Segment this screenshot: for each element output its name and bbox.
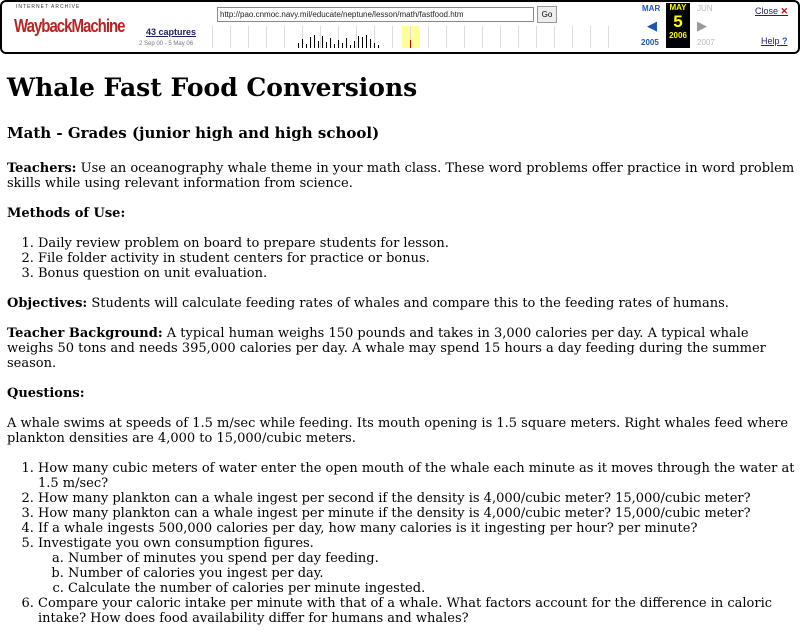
capture-bar xyxy=(354,41,355,48)
help-label[interactable]: Help xyxy=(761,36,780,46)
list-item: 2. How many plankton can a whale ingest per second if the density is 4,000/cubic meter? 15,000/cubic meter? xyxy=(38,491,795,506)
year-gridline xyxy=(482,26,483,48)
capture-bar xyxy=(378,45,379,48)
capture-range: 2 Sep 00 - 5 May 06 xyxy=(139,41,194,47)
capture-bar xyxy=(342,43,343,48)
objectives-paragraph xyxy=(7,296,795,311)
captures-link[interactable]: 43 captures xyxy=(146,27,197,37)
wayback-toolbar xyxy=(0,0,800,54)
list-item: 3. Bonus question on unit evaluation. xyxy=(38,266,795,281)
background-paragraph xyxy=(7,326,795,371)
questions-heading xyxy=(7,386,795,401)
year-gridline xyxy=(392,26,393,48)
year-gridline xyxy=(554,26,555,48)
url-input[interactable]: http://pao.cnmoc.navy.mil/educate/neptune/lesson/math/fastfood.htm xyxy=(217,7,534,22)
year-gridline xyxy=(590,26,591,48)
objectives-label: Objectives: xyxy=(7,296,88,311)
year-gridline xyxy=(518,26,519,48)
list-item xyxy=(38,536,795,596)
list-item: 6. Compare your caloric intake per minute with that of a whale. What factors account for the difference in caloric intake? How does food availability differ for humans and whales? xyxy=(38,596,795,626)
page-content xyxy=(7,72,795,641)
teachers-text: Use an oceanography whale theme in your math class. These word problems offer practice in word problem skills while using relevant information from science. xyxy=(7,161,795,191)
teachers-paragraph xyxy=(7,161,795,191)
year-gridline xyxy=(608,26,609,48)
list-item: 3. How many plankton can a whale ingest per minute if the density is 4,000/cubic meter? 15,000/cubic meter? xyxy=(38,506,795,521)
questions-intro: A whale swims at speeds of 1.5 m/sec while feeding. Its mouth opening is 1.5 square meters. Right whales feed where plankton densities are 4,000 to 15,000/cubic meters. xyxy=(7,416,789,446)
year-gridline xyxy=(320,26,321,48)
year-gridline xyxy=(356,26,357,48)
capture-bar xyxy=(338,40,339,48)
capture-bar xyxy=(362,37,363,48)
year-gridline xyxy=(428,26,429,48)
capture-bar xyxy=(314,35,315,48)
methods-label: Methods of Use: xyxy=(7,206,126,221)
year-gridline xyxy=(284,26,285,48)
capture-bar xyxy=(302,39,303,48)
next-arrow-icon: ▶ xyxy=(697,18,707,33)
year-gridline xyxy=(248,26,249,48)
capture-bar xyxy=(370,39,371,48)
wayback-logo[interactable]: WaybackMachine xyxy=(14,15,125,37)
current-capture-bar xyxy=(410,40,411,48)
methods-heading xyxy=(7,206,795,221)
methods-list xyxy=(7,236,795,281)
questions-list xyxy=(7,461,795,626)
current-year: 2006 xyxy=(669,31,687,40)
current-day: 5 xyxy=(673,12,683,31)
list-item: 2. File folder activity in student centers for practice or bonus. xyxy=(38,251,795,266)
close-icon[interactable]: ✕ xyxy=(780,6,789,16)
prev-arrow-icon[interactable]: ◀ xyxy=(647,18,657,33)
go-button[interactable]: Go xyxy=(537,6,557,23)
capture-bar xyxy=(374,43,375,48)
help-icon[interactable]: ? xyxy=(782,36,788,46)
list-item: 1. Daily review problem on board to prepare students for lesson. xyxy=(38,236,795,251)
logo-caption: INTERNET ARCHIVE xyxy=(16,4,81,10)
year-gridline xyxy=(230,26,231,48)
prev-year-link[interactable]: 2005 xyxy=(641,38,659,47)
capture-sparkline[interactable] xyxy=(212,26,622,48)
capture-bar xyxy=(330,38,331,48)
background-label: Teacher Background: xyxy=(7,326,163,341)
next-month-label: JUN xyxy=(697,4,713,13)
capture-bar xyxy=(358,36,359,48)
current-date xyxy=(666,3,690,48)
capture-bar xyxy=(310,37,311,48)
close-link[interactable] xyxy=(755,6,788,17)
help-link[interactable] xyxy=(761,36,788,47)
list-item: b. Number of calories you ingest per day. xyxy=(68,566,795,581)
teachers-label: Teachers: xyxy=(7,161,77,176)
year-gridline xyxy=(212,26,213,48)
capture-bar xyxy=(318,41,319,48)
capture-bar xyxy=(306,44,307,48)
page-subtitle: Math - Grades (junior high and high school) xyxy=(7,124,380,142)
capture-bar xyxy=(334,44,335,48)
objectives-text: Students will calculate feeding rates of whales and compare this to the feeding rates of humans. xyxy=(87,296,729,311)
list-item: 1. How many cubic meters of water enter the open mouth of the whale each minute as it moves through the water at 1.5 m/sec? xyxy=(38,461,795,491)
year-gridline xyxy=(446,26,447,48)
current-month: MAY xyxy=(669,3,687,12)
year-gridline xyxy=(266,26,267,48)
list-item: c. Calculate the number of calories per minute ingested. xyxy=(68,581,795,596)
page-title: Whale Fast Food Conversions xyxy=(7,73,418,102)
list-item: 4. If a whale ingests 500,000 calories per day, how many calories is it ingesting per hour? per minute? xyxy=(38,521,795,536)
year-gridline xyxy=(572,26,573,48)
questions-label: Questions: xyxy=(7,386,85,401)
capture-bar xyxy=(326,42,327,48)
question-text: Investigate you own consumption figures. xyxy=(38,536,314,551)
capture-bar xyxy=(346,38,347,48)
year-gridline xyxy=(500,26,501,48)
next-year-label: 2007 xyxy=(697,38,715,47)
capture-bar xyxy=(366,35,367,48)
year-gridline xyxy=(536,26,537,48)
list-item: a. Number of minutes you spend per day feeding. xyxy=(68,551,795,566)
capture-bar xyxy=(298,43,299,48)
capture-bar xyxy=(322,36,323,48)
prev-month-link[interactable]: MAR xyxy=(642,4,661,13)
sub-list xyxy=(38,551,795,596)
capture-bar xyxy=(350,45,351,48)
background-text: A typical human weighs 150 pounds and takes in 3,000 calories per day. A typical whale weighs 50 tons and needs 395,000 calories per day. A whale may spend 15 hours a day feeding during the summer season. xyxy=(7,326,766,371)
year-gridline xyxy=(464,26,465,48)
close-label[interactable]: Close xyxy=(755,6,779,16)
